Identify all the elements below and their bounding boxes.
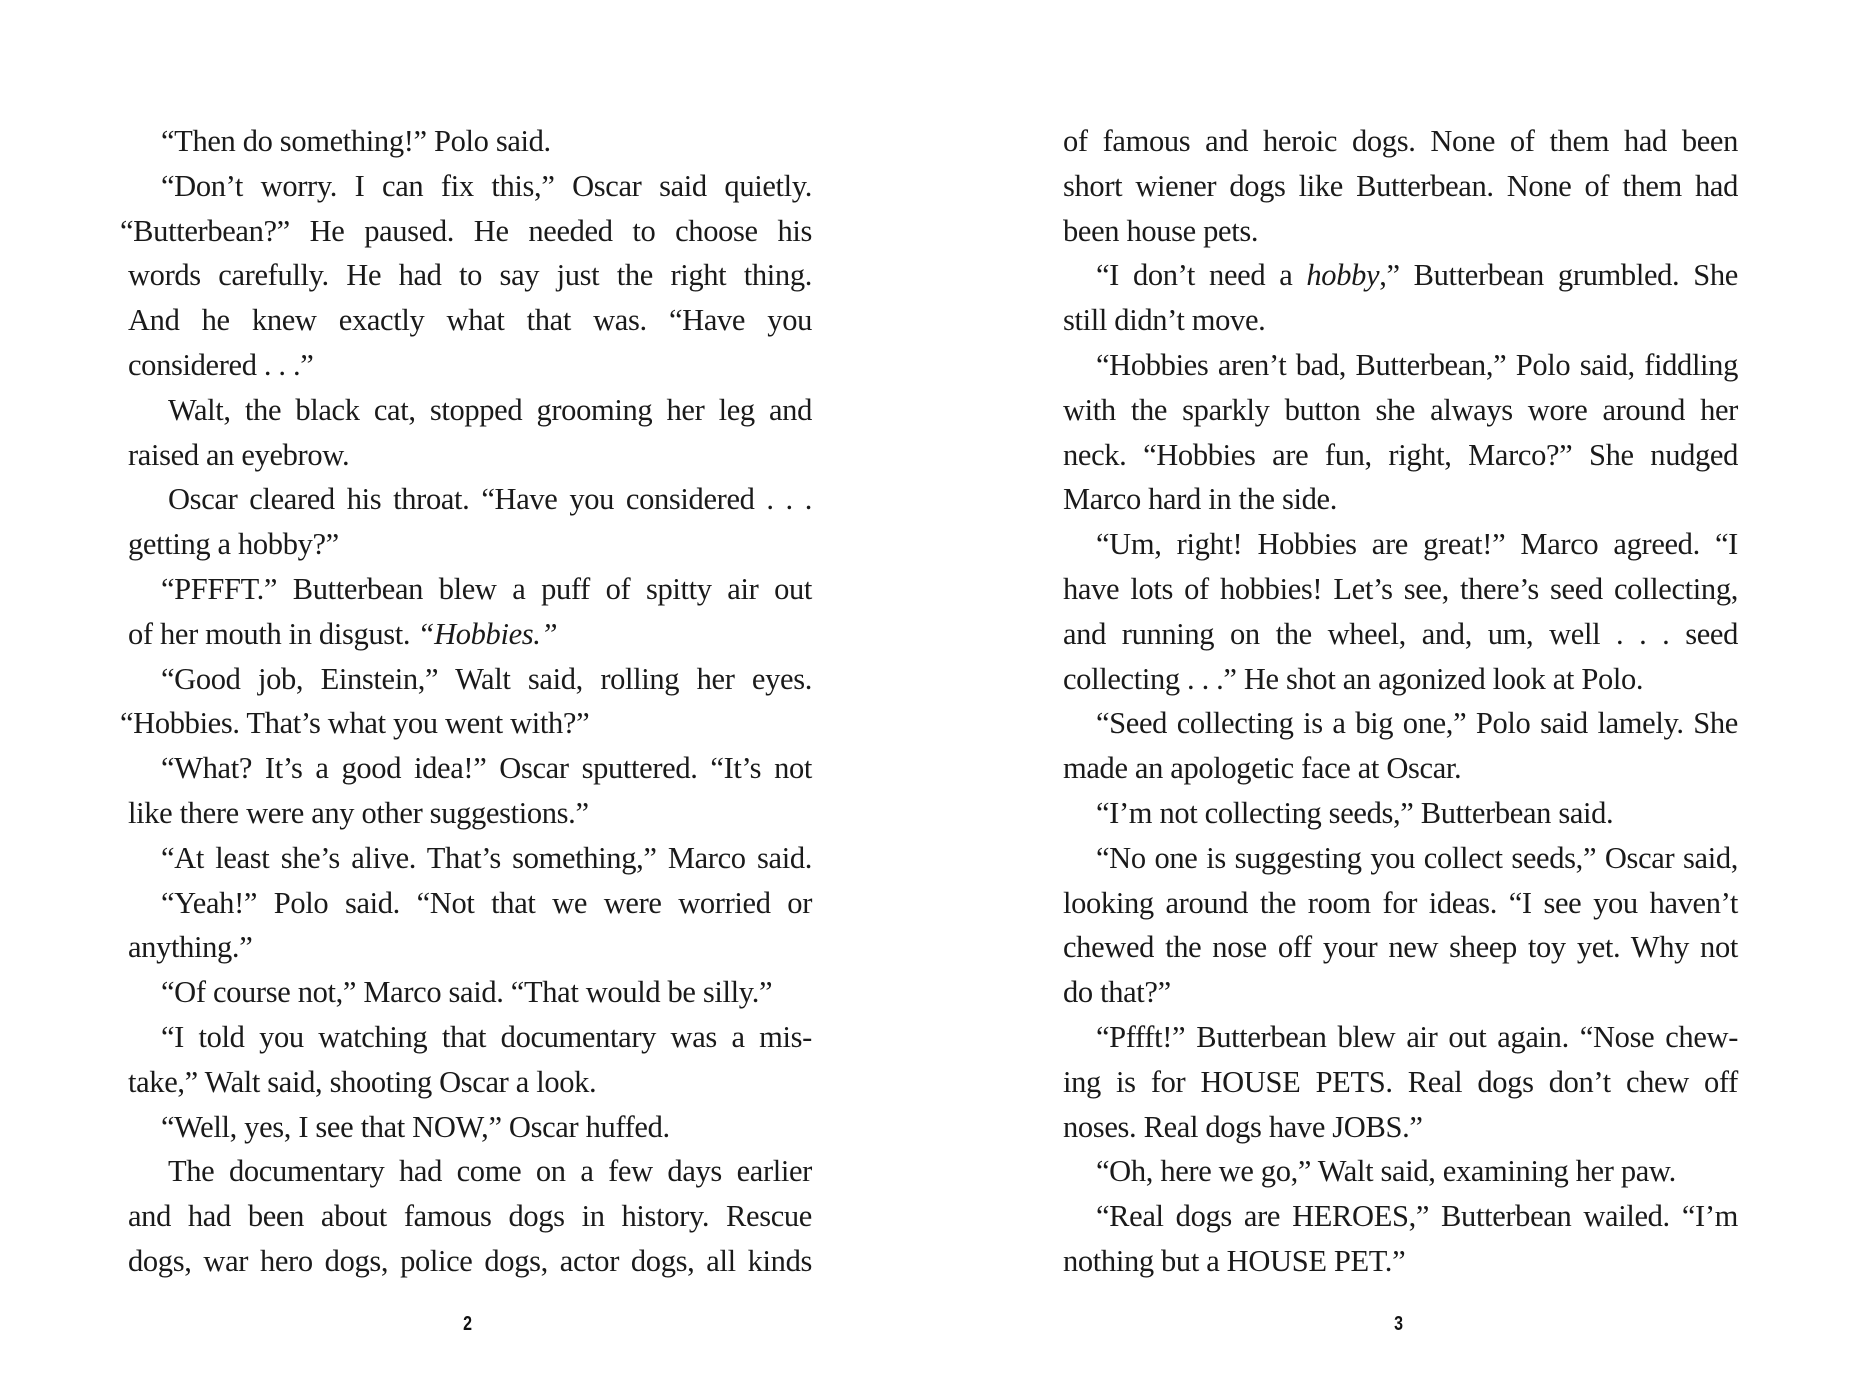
- text-line: “Then do something!” Polo said.: [161, 124, 551, 158]
- text-line: “PFFFT.” Butterbean blew a puff of spitty air out: [161, 571, 812, 606]
- text-line: “At least she’s alive. That’s something,” Marco said.: [161, 840, 812, 875]
- text-line: take,” Walt said, shooting Oscar a look.: [128, 1064, 597, 1099]
- text-segment: ,” Butterbean grumbled. She: [1379, 258, 1738, 293]
- text-line: looking around the room for ideas. “I see you haven’t: [1063, 885, 1738, 920]
- text-line: nothing but a HOUSE PET.”: [1063, 1243, 1406, 1278]
- text-line: dogs, war hero dogs, police dogs, actor dogs, all kinds: [128, 1243, 812, 1278]
- text-line: words carefully. He had to say just the right thing.: [128, 258, 812, 293]
- text-line: considered . . .”: [128, 347, 314, 382]
- left-page-text-column: [120, 119, 812, 1284]
- text-line: “Butterbean?” He paused. He needed to choose his: [120, 213, 812, 248]
- text-line: “Don’t worry. I can fix this,” Oscar said quietly.: [161, 168, 812, 203]
- right-page: [933, 0, 1866, 1400]
- text-line: do that?”: [1063, 975, 1171, 1010]
- text-line: and had been about famous dogs in history. Rescue: [128, 1199, 812, 1234]
- text-line: short wiener dogs like Butterbean. None of them had: [1063, 168, 1738, 203]
- text-line: “Pffft!” Butterbean blew air out again. “Nose chew-: [1096, 1019, 1738, 1054]
- text-line: Oscar cleared his throat. “Have you considered . . .: [168, 482, 812, 517]
- text-line: chewed the nose off your new sheep toy yet. Why not: [1063, 930, 1738, 965]
- text-line: “Good job, Einstein,” Walt said, rolling her eyes.: [161, 661, 812, 696]
- text-line: “Hobbies aren’t bad, Butterbean,” Polo said, fiddling: [1096, 347, 1738, 382]
- text-line: Walt, the black cat, stopped grooming her leg and: [168, 392, 812, 427]
- text-line: still didn’t move.: [1063, 303, 1266, 338]
- text-line: and running on the wheel, and, um, well . . . seed: [1063, 616, 1738, 651]
- italic-text: hobby: [1306, 258, 1380, 293]
- text-line: neck. “Hobbies are fun, right, Marco?” She nudged: [1063, 437, 1738, 472]
- text-segment: of her mouth in disgust.: [128, 616, 418, 651]
- right-page-text-column: [1063, 119, 1738, 1284]
- text-line: of famous and heroic dogs. None of them had been: [1063, 124, 1738, 158]
- text-line: ing is for HOUSE PETS. Real dogs don’t chew off: [1063, 1064, 1738, 1099]
- text-line: Marco hard in the side.: [1063, 482, 1337, 517]
- text-line: have lots of hobbies! Let’s see, there’s seed collecting,: [1063, 571, 1738, 606]
- text-line: “I told you watching that documentary was a mis-: [161, 1019, 812, 1054]
- text-line: “Yeah!” Polo said. “Not that we were worried or: [161, 885, 812, 920]
- right-page-number: 3: [1394, 1313, 1404, 1335]
- text-line: “Um, right! Hobbies are great!” Marco agreed. “I: [1096, 527, 1738, 562]
- text-segment: “I don’t need a: [1096, 258, 1307, 293]
- text-line: “Real dogs are HEROES,” Butterbean wailed. “I’m: [1096, 1199, 1738, 1234]
- text-line: raised an eyebrow.: [128, 437, 350, 472]
- text-line: “Well, yes, I see that NOW,” Oscar huffed.: [161, 1109, 670, 1144]
- text-line: been house pets.: [1063, 213, 1259, 248]
- text-line: The documentary had come on a few days earlier: [168, 1154, 812, 1189]
- text-line: with the sparkly button she always wore around her: [1063, 392, 1738, 427]
- italic-text: “Hobbies.”: [417, 616, 558, 651]
- text-line: [128, 612, 812, 657]
- text-line: “No one is suggesting you collect seeds,” Oscar said,: [1096, 840, 1738, 875]
- text-line: getting a hobby?”: [128, 527, 339, 562]
- text-line: “Hobbies. That’s what you went with?”: [120, 706, 590, 741]
- text-line: [1063, 253, 1738, 298]
- text-line: “Seed collecting is a big one,” Polo said lamely. She: [1096, 706, 1738, 741]
- left-page-number: 2: [463, 1313, 473, 1335]
- text-line: “I’m not collecting seeds,” Butterbean said.: [1096, 795, 1614, 830]
- text-line: made an apologetic face at Oscar.: [1063, 751, 1462, 786]
- text-line: And he knew exactly what that was. “Have you: [128, 303, 812, 338]
- text-line: “Oh, here we go,” Walt said, examining her paw.: [1096, 1154, 1676, 1189]
- text-line: “What? It’s a good idea!” Oscar sputtered. “It’s not: [161, 751, 812, 786]
- text-line: anything.”: [128, 930, 253, 965]
- text-line: collecting . . .” He shot an agonized look at Polo.: [1063, 661, 1644, 696]
- text-line: noses. Real dogs have JOBS.”: [1063, 1109, 1423, 1144]
- text-line: “Of course not,” Marco said. “That would be silly.”: [161, 975, 773, 1010]
- text-line: like there were any other suggestions.”: [128, 795, 589, 830]
